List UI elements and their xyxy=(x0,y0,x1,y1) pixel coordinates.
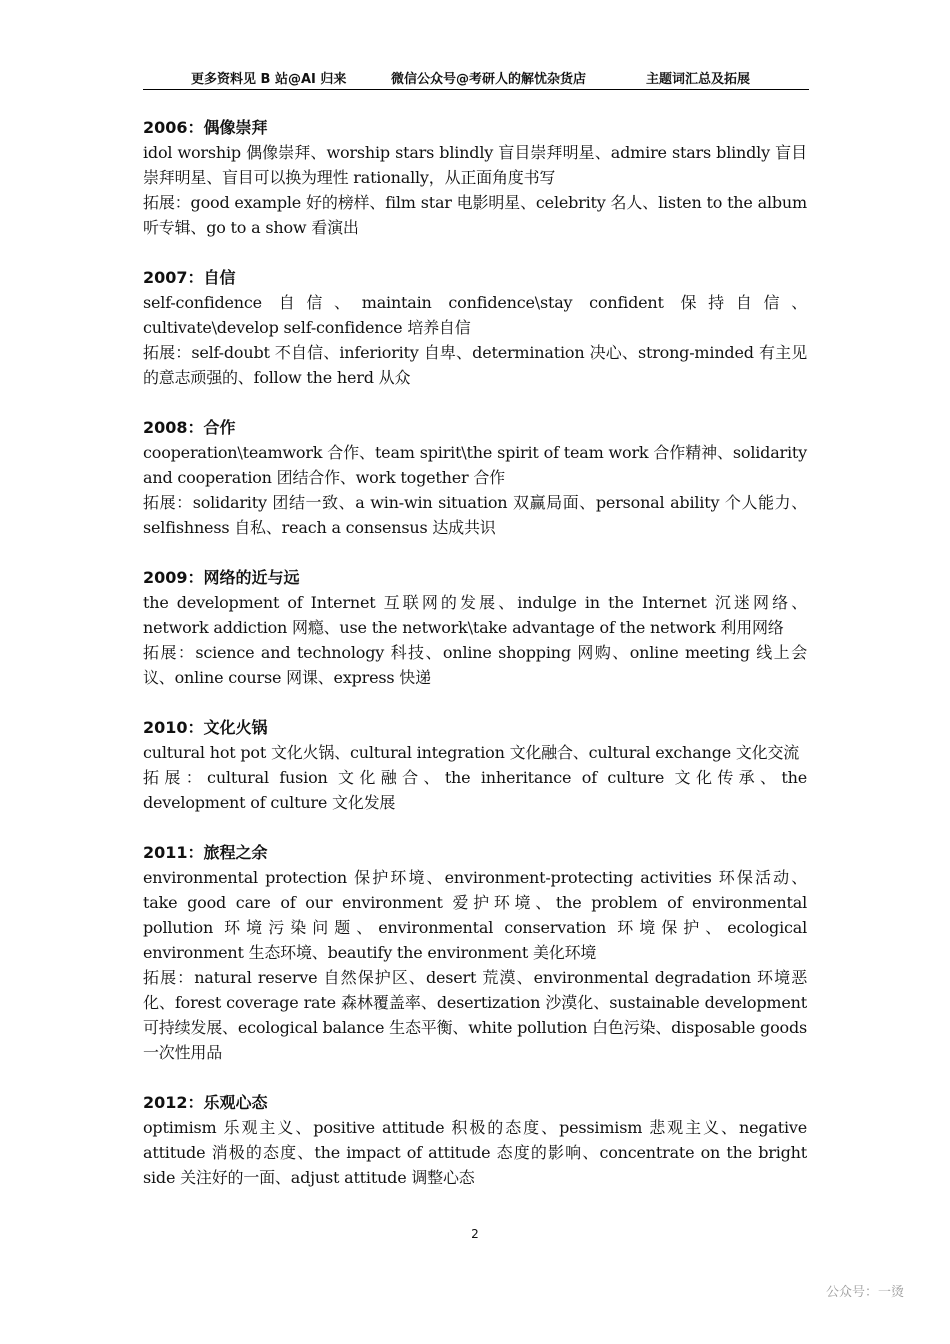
section-extension-text: 拓展：good example 好的榜样、film star 电影明星、celebrity 名人、listen to the album 听专辑、go to a show 看演出 xyxy=(143,193,807,237)
page-number: 2 xyxy=(471,1227,479,1241)
section-main-text: cooperation\teamwork 合作、team spirit\the spirit of team work 合作精神、solidarity and cooperation 团结合作、work together 合作 xyxy=(143,443,807,487)
document-body xyxy=(143,115,807,1215)
section-2011 xyxy=(143,840,807,1065)
section-extension-text: 拓展：solidarity 团结一致、a win-win situation 双赢局面、personal ability 个人能力、selfishness 自私、reach a consensus 达成共识 xyxy=(143,493,807,537)
section-2007 xyxy=(143,265,807,390)
section-main-text: the development of Internet 互联网的发展、indulge in the Internet 沉迷网络、network addiction 网瘾、use the network\take advantage of the network 利用网络 xyxy=(143,593,807,637)
section-extension-text: 拓展：science and technology 科技、online shopping 网购、online meeting 线上会议、online course 网课、express 快递 xyxy=(143,643,807,687)
section-2010 xyxy=(143,715,807,815)
watermark-text: 公众号：一烫 xyxy=(825,1285,904,1300)
section-main-text: environmental protection 保护环境、environment-protecting activities 环保活动、take good care of our environment 爱护环境、the problem of environmental pollution 环境污染问题、environmental conservation 环境保护、ecological environment 生态环境、beautify the environment 美化环境 xyxy=(143,868,807,962)
section-title: 2008：合作 xyxy=(143,418,236,437)
section-title: 2010：文化火锅 xyxy=(143,718,268,737)
section-main-text: cultural hot pot 文化火锅、cultural integration 文化融合、cultural exchange 文化交流 xyxy=(143,743,800,762)
section-main-text: self-confidence 自信、maintain confidence\stay confident 保持自信、cultivate\develop self-confidence 培养自信 xyxy=(143,293,807,337)
section-extension-text: 拓展：self-doubt 不自信、inferiority 自卑、determination 决心、strong-minded 有主见的意志顽强的、follow the herd 从众 xyxy=(143,343,807,387)
header-right-text: 主题词汇总及拓展 xyxy=(646,72,751,87)
section-main-text: optimism 乐观主义、positive attitude 积极的态度、pessimism 悲观主义、negative attitude 消极的态度、the impact of attitude 态度的影响、concentrate on the bright side 关注好的一面、adjust attitude 调整心态 xyxy=(143,1118,807,1187)
section-2009 xyxy=(143,565,807,690)
section-2006 xyxy=(143,115,807,240)
section-title: 2009：网络的近与远 xyxy=(143,568,300,587)
section-title: 2012：乐观心态 xyxy=(143,1093,268,1112)
section-2012 xyxy=(143,1090,807,1190)
section-main-text: idol worship 偶像崇拜、worship stars blindly 盲目崇拜明星、admire stars blindly 盲目崇拜明星、盲目可以换为理性 rationally，从正面角度书写 xyxy=(143,143,807,187)
section-2008 xyxy=(143,415,807,540)
section-title: 2006：偶像崇拜 xyxy=(143,118,268,137)
section-title: 2011：旅程之余 xyxy=(143,843,268,862)
section-title: 2007：自信 xyxy=(143,268,236,287)
page-header xyxy=(143,64,809,90)
section-extension-text: 拓展：natural reserve 自然保护区、desert 荒漠、environmental degradation 环境恶化、forest coverage rate 森林覆盖率、desertization 沙漠化、sustainable development 可持续发展、ecological balance 生态平衡、white pollution 白色污染、disposable goods 一次性用品 xyxy=(143,968,807,1062)
header-middle-text: 微信公众号@考研人的解忧杂货店 xyxy=(391,72,587,87)
header-left-text: 更多资料见 B 站@AI 归来 xyxy=(191,72,347,87)
section-extension-text: 拓展：cultural fusion 文化融合、the inheritance of culture 文化传承、the development of culture 文化发展 xyxy=(143,768,807,812)
